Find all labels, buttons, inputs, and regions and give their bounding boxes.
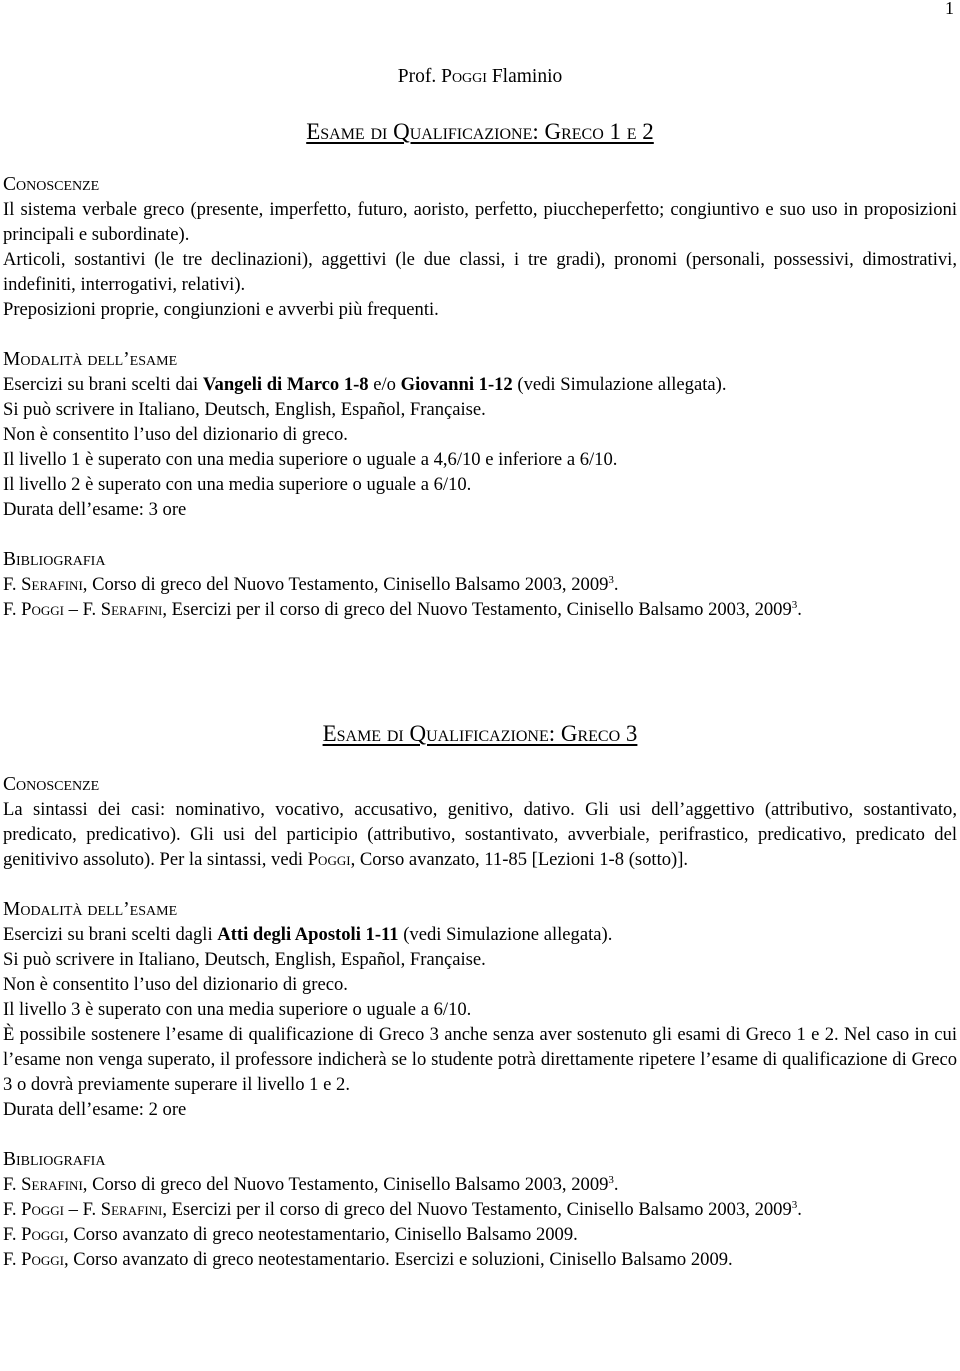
exam2-conoscenze-p1-b: Gli usi dell’aggettivo (attributivo, sostantivato, predicato, predicativo). — [3, 799, 957, 845]
exam2-modalita-l6: Durata dell’esame: 2 ore — [3, 1099, 187, 1120]
author-name: Flaminio — [486, 66, 563, 87]
exam1-modalita-l1-bold1: Vangeli di Marco 1-8 — [202, 374, 369, 395]
exam1-modalita-heading: Modalità dell’esame — [3, 349, 178, 370]
exam2-conoscenze-p1-author: Poggi — [307, 849, 351, 870]
exam1-bib2-author2: Serafini — [100, 599, 163, 620]
exam1-bib2-initial: F. — [3, 599, 22, 620]
exam2-conoscenze-heading: Conoscenze — [3, 774, 100, 795]
exam1-title: Esame di Qualificazione: Greco 1 e 2 — [306, 119, 654, 144]
exam2-bib4-initial: F. — [3, 1249, 22, 1270]
exam1-modalita-l3: Non è consentito l’uso del dizionario di greco. — [3, 424, 348, 445]
exam2-bib1-edition: 3 — [608, 1173, 614, 1186]
exam1-bib2-author1: Poggi — [21, 599, 64, 620]
exam2-conoscenze-p1-f: , Corso avanzato, 11-85 [Lezioni 1-8 (sotto)]. — [350, 849, 689, 870]
exam2-modalita-l1 — [3, 922, 957, 947]
exam2-modalita-l3: Non è consentito l’uso del dizionario di greco. — [3, 974, 348, 995]
exam1-modalita-l5: Il livello 2 è superato con una media superiore o uguale a 6/10. — [3, 474, 472, 495]
exam1-bib1-initial: F. — [3, 574, 22, 595]
exam2-bib3-initial: F. — [3, 1224, 22, 1245]
exam1-conoscenze-p1 — [3, 197, 957, 247]
exam1-bib-item-2 — [3, 597, 957, 622]
exam1-bib2-title: , Esercizi per il corso di greco del Nuovo Testamento, Cinisello Balsamo 2003, 2009 — [162, 599, 792, 620]
exam1-bib2-end: . — [797, 599, 802, 620]
page-number: 1 — [945, 0, 954, 18]
exam2-bib3-author: Poggi — [21, 1224, 64, 1245]
exam2-bib4-title: , Corso avanzato di greco neotestamentario. Esercizi e soluzioni, Cinisello Balsamo 2009. — [64, 1249, 733, 1270]
exam2-modalita-l2: Si può scrivere in Italiano, Deutsch, English, Español, Française. — [3, 949, 486, 970]
author-surname: Poggi — [441, 66, 487, 87]
exam2-conoscenze-p1 — [3, 797, 957, 872]
exam1-bib2-sep: – F. — [64, 599, 101, 620]
exam1-conoscenze-p3: Preposizioni proprie, congiunzioni e avverbi più frequenti. — [3, 299, 439, 320]
exam2-bib1-title: , Corso di greco del Nuovo Testamento, Cinisello Balsamo 2003, 2009 — [82, 1174, 609, 1195]
exam1-modalita-l1-pre: Esercizi su brani scelti dai — [3, 374, 203, 395]
exam1-modalita-l1-bold2: Giovanni 1-12 — [400, 374, 513, 395]
exam2-bib2-author1: Poggi — [21, 1199, 64, 1220]
exam2-modalita-l5: È possibile sostenere l’esame di qualificazione di Greco 3 anche senza aver sostenuto gli esami di Greco 1 e 2. Nel caso in cui l’esame non venga superato, il professore indicherà se lo studente potrà direttamente ripetere l’esame di qualificazione di Greco 3 o dovrà previamente superare il livello 1 e 2. — [3, 1024, 957, 1095]
exam2-bib1-initial: F. — [3, 1174, 22, 1195]
exam2-modalita-l1-post: (vedi Simulazione allegata). — [398, 924, 613, 945]
exam2-conoscenze-p1-d: Per la sintassi, vedi — [159, 849, 308, 870]
exam2-modalita-heading: Modalità dell’esame — [3, 899, 178, 920]
exam1-modalita-l2: Si può scrivere in Italiano, Deutsch, English, Español, Française. — [3, 399, 486, 420]
exam2-bib-item-4 — [3, 1247, 957, 1272]
exam2-modalita-l1-bold1: Atti degli Apostoli 1-11 — [217, 924, 399, 945]
author-prefix: Prof. — [397, 66, 442, 87]
exam2-conoscenze-p1-a: La sintassi dei casi: nominativo, vocativo, accusativo, genitivo, dativo. — [3, 799, 586, 820]
exam1-bib1-end: . — [613, 574, 619, 595]
exam2-title: Esame di Qualificazione: Greco 3 — [322, 721, 638, 746]
exam1-modalita-l1-mid: e/o — [368, 374, 401, 395]
exam2-bib1-end: . — [613, 1174, 619, 1195]
exam2-bib2-sep: – F. — [64, 1199, 101, 1220]
exam1-conoscenze-heading: Conoscenze — [3, 174, 100, 195]
exam1-modalita-l4: Il livello 1 è superato con una media superiore o uguale a 4,6/10 e inferiore a 6/10. — [3, 449, 618, 470]
exam2-bib2-title: , Esercizi per il corso di greco del Nuovo Testamento, Cinisello Balsamo 2003, 2009 — [162, 1199, 792, 1220]
exam2-bib1-author: Serafini — [21, 1174, 83, 1195]
exam2-bib-item-1 — [3, 1172, 957, 1197]
exam1-bib1-author: Serafini — [21, 574, 83, 595]
exam2-bib2-edition: 3 — [791, 1198, 798, 1211]
exam2-bib4-author: Poggi — [21, 1249, 64, 1270]
document-body — [3, 64, 957, 1272]
exam1-bib-item-1 — [3, 572, 957, 597]
exam1-modalita-l1-post: (vedi Simulazione allegata). — [512, 374, 727, 395]
exam2-bib3-title: , Corso avanzato di greco neotestamentario, Cinisello Balsamo 2009. — [64, 1224, 578, 1245]
exam1-modalita-l6: Durata dell’esame: 3 ore — [3, 499, 187, 520]
exam2-bib-item-2 — [3, 1197, 957, 1222]
exam1-bib1-title: , Corso di greco del Nuovo Testamento, Cinisello Balsamo 2003, 2009 — [82, 574, 609, 595]
exam1-bib1-edition: 3 — [608, 573, 614, 586]
exam1-bibliografia-heading: Bibliografia — [3, 549, 106, 570]
exam2-modalita-l4: Il livello 3 è superato con una media superiore o uguale a 6/10. — [3, 999, 472, 1020]
exam1-conoscenze-p1-text: Il sistema verbale greco (presente, imperfetto, futuro, aoristo, perfetto, piuccheperfetto; congiuntivo e suo uso in proposizioni principali e subordinate). — [3, 199, 957, 245]
exam2-bib2-end: . — [797, 1199, 802, 1220]
exam2-bib2-author2: Serafini — [100, 1199, 163, 1220]
exam2-bib-item-3 — [3, 1222, 957, 1247]
exam1-modalita-l1 — [3, 372, 957, 397]
exam2-bibliografia-heading: Bibliografia — [3, 1149, 106, 1170]
author-line — [3, 64, 957, 92]
exam2-modalita-l1-pre: Esercizi su brani scelti dagli — [3, 924, 218, 945]
exam1-conoscenze-p2: Articoli, sostantivi (le tre declinazioni), aggettivi (le due classi, i tre gradi), pronomi (personali, possessivi, dimostrativi, indefiniti, interrogativi, relativi). — [3, 249, 957, 295]
exam1-bib2-edition: 3 — [791, 598, 798, 611]
exam2-conoscenze-p1-c: Gli usi del participio (attributivo, sostantivato, avverbiale, perifrastico, predicativo, predicato del genitivivo assoluto). — [3, 824, 957, 870]
exam2-bib2-initial: F. — [3, 1199, 22, 1220]
